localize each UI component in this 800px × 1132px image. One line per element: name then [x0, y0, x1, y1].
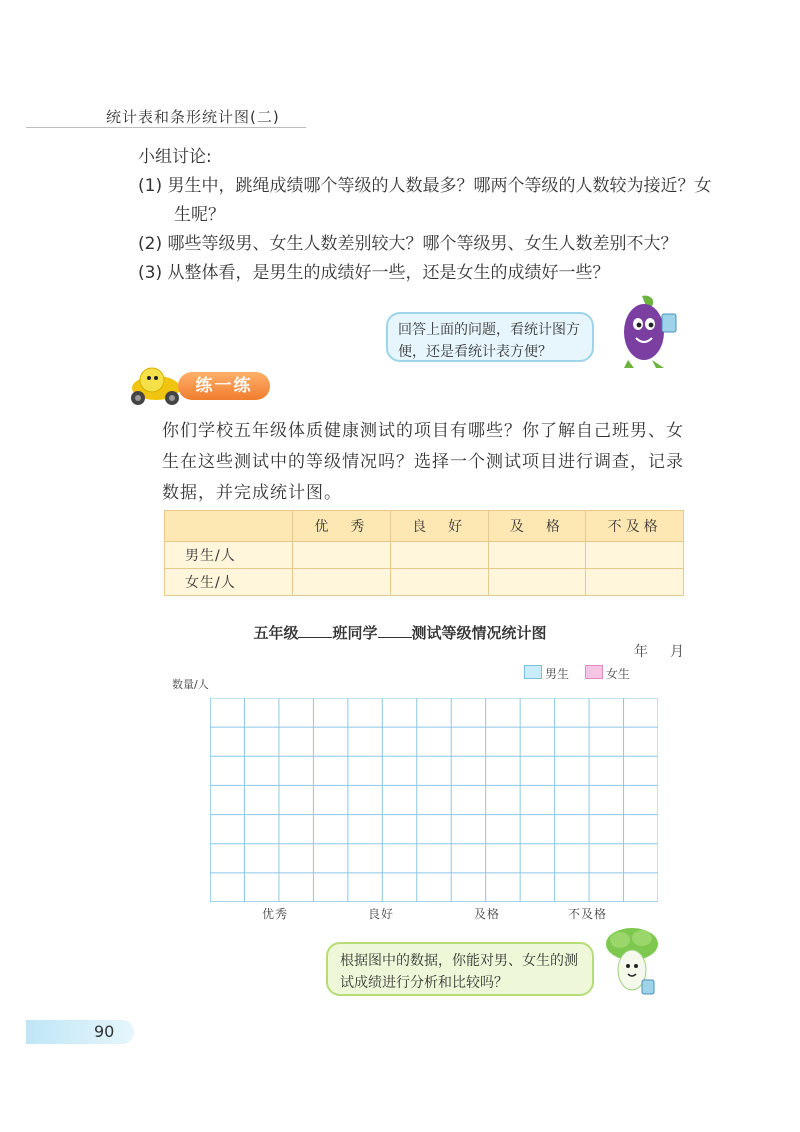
table-cell[interactable]: [293, 569, 391, 596]
class-blank[interactable]: [298, 625, 332, 638]
table-row-label: 女生/人: [165, 569, 293, 596]
data-table: [164, 510, 684, 596]
date-label: 年 月: [634, 644, 688, 660]
table-row: [165, 569, 684, 596]
table-header-cell: 优 秀: [293, 511, 391, 542]
table-cell[interactable]: [390, 542, 488, 569]
test-item-blank[interactable]: [378, 625, 412, 638]
page-header-title: 统计表和条形统计图(二): [106, 108, 280, 126]
table-header-cell: 不及格: [586, 511, 684, 542]
legend-swatch-boys: [524, 665, 542, 679]
chart-title-part-3: 测试等级情况统计图: [411, 624, 547, 642]
x-axis-label: 优秀: [262, 907, 289, 921]
table-row: [165, 542, 684, 569]
table-cell[interactable]: [488, 569, 586, 596]
discussion-question-2: (2) 哪些等级男、女生人数差别较大？哪个等级男、女生人数差别不大？: [138, 234, 678, 254]
chart-title-part-1: 五年级: [253, 624, 299, 642]
header-divider: [26, 127, 306, 128]
chart-legend: [524, 665, 630, 681]
cabbage-mascot-icon: [598, 926, 664, 1000]
car-mascot-icon: [122, 366, 186, 408]
discussion-question-1: (1) 男生中，跳绳成绩哪个等级的人数最多？哪两个等级的人数较为接近？女生呢？: [138, 176, 712, 225]
x-axis-label: 不及格: [568, 907, 608, 921]
table-cell[interactable]: [488, 542, 586, 569]
table-cell[interactable]: [293, 542, 391, 569]
table-row-label: 男生/人: [165, 542, 293, 569]
eggplant-mascot-icon: [606, 292, 688, 370]
x-axis-label: 良好: [368, 907, 395, 921]
chart-title-part-2: 班同学: [332, 624, 378, 642]
legend-swatch-girls: [585, 665, 603, 679]
legend-label-girls: 女生: [605, 667, 630, 681]
chart-title: [200, 622, 600, 643]
table-header-row: [165, 511, 684, 542]
speech-bubble-bottom: 根据图中的数据，你能对男、女生的测试成绩进行分析和比较吗？: [326, 942, 594, 996]
chart-y-axis-label: 数量/人: [172, 678, 209, 691]
table-cell[interactable]: [586, 542, 684, 569]
chart-grid[interactable]: [210, 698, 658, 902]
legend-label-boys: 男生: [545, 667, 570, 681]
discussion-title: 小组讨论:: [138, 147, 212, 167]
table-header-cell: 及 格: [488, 511, 586, 542]
practice-label: 练一练: [178, 372, 270, 400]
table-cell[interactable]: [390, 569, 488, 596]
table-cell[interactable]: [586, 569, 684, 596]
discussion-question-3: (3) 从整体看，是男生的成绩好一些，还是女生的成绩好一些？: [138, 263, 610, 283]
discussion-section: [138, 143, 718, 288]
speech-bubble-top: 回答上面的问题，看统计图方便，还是看统计表方便？: [386, 312, 594, 362]
x-axis-label: 及格: [474, 907, 501, 921]
practice-paragraph: 你们学校五年级体质健康测试的项目有哪些？你了解自己班男、女生在这些测试中的等级情况吗？选择一个测试项目进行调查，记录数据，并完成统计图。: [162, 421, 684, 503]
page-number: 90: [94, 1022, 115, 1041]
page-number-bar: [26, 1020, 134, 1044]
table-header-cell: [165, 511, 293, 542]
table-header-cell: 良 好: [390, 511, 488, 542]
